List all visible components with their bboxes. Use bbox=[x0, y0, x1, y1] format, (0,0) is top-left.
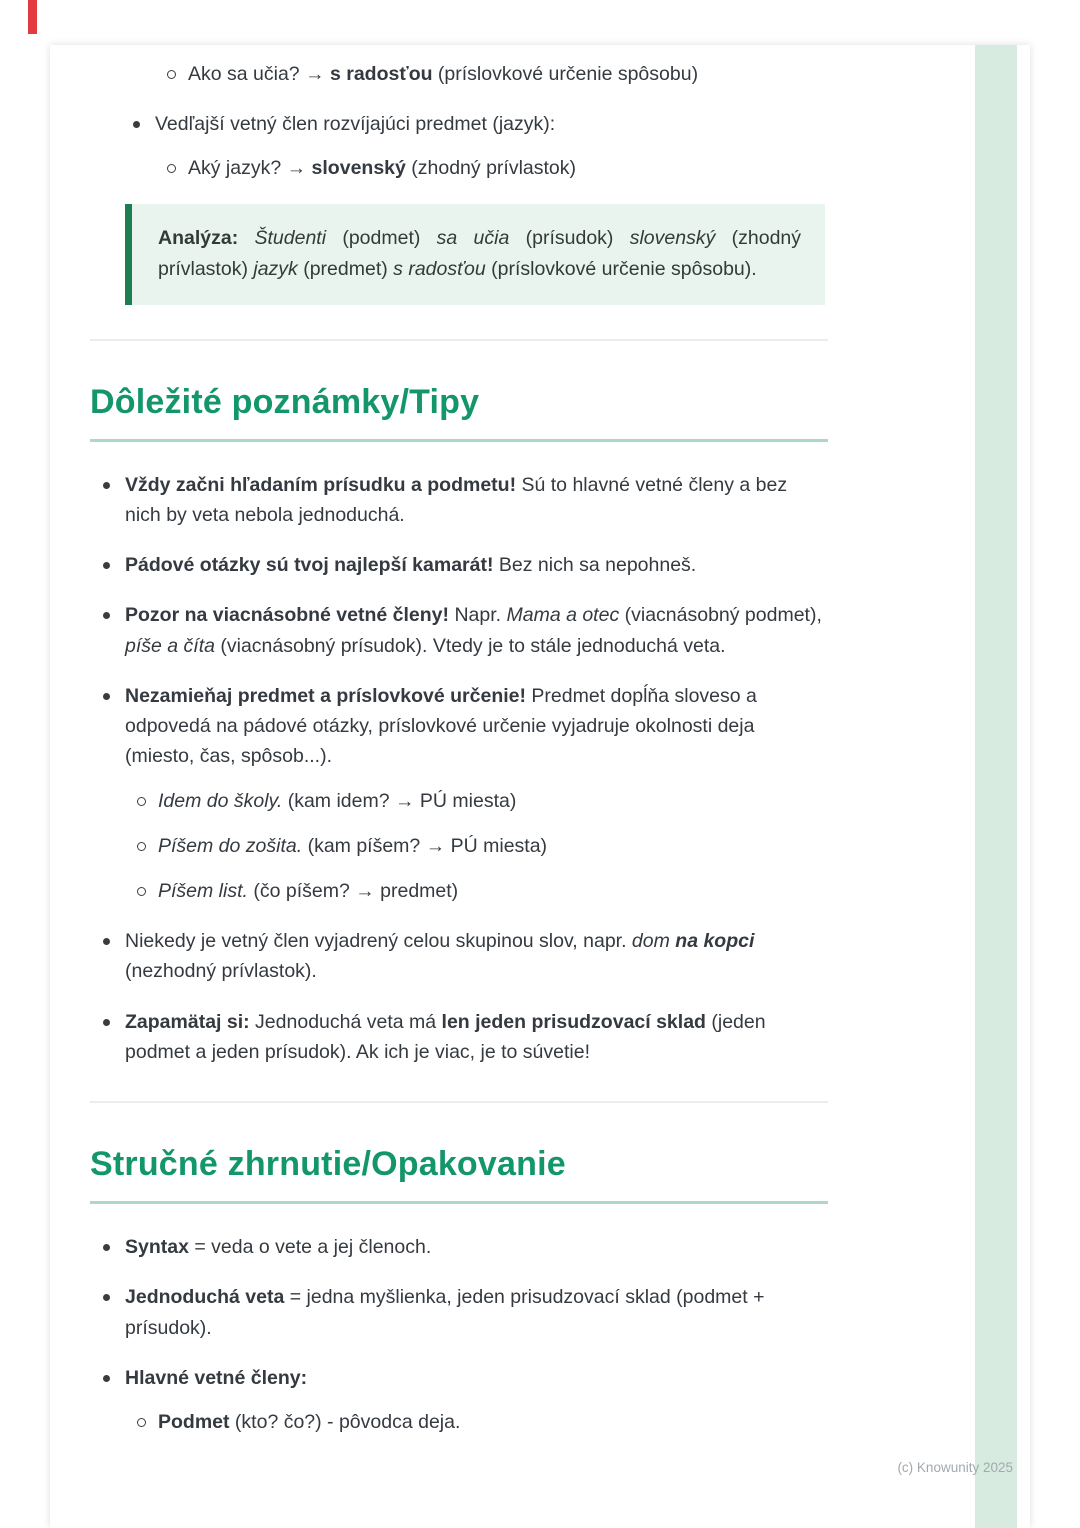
list-item bbox=[90, 1007, 828, 1067]
section-title-tips: Dôležité poznámky/Tipy bbox=[90, 383, 828, 442]
copyright-text: (c) Knowunity 2025 bbox=[897, 1460, 1013, 1475]
bullet-circle-icon bbox=[137, 797, 146, 806]
list-item-text: Nezamieňaj predmet a príslovkové určenie! Predmet dopĺňa sloveso a odpovedá na pádové otázky, príslovkové určenie vyjadruje okolnosti deja (miesto, čas, spôsob...). bbox=[125, 684, 757, 768]
bullet-circle-icon bbox=[137, 1418, 146, 1427]
list-item-text: Aký jazyk? → slovenský (zhodný prívlastok) bbox=[188, 157, 577, 180]
list-item-text: Jednoduchá veta = jedna myšlienka, jeden prisudzovací sklad (podmet + prísudok). bbox=[125, 1286, 765, 1339]
list-item bbox=[90, 470, 828, 530]
list-item-text: Podmet (kto? čo?) - pôvodca deja. bbox=[158, 1410, 461, 1433]
bullet-disc-icon bbox=[103, 938, 110, 945]
list-item-text: Idem do školy. (kam idem? → PÚ miesta) bbox=[158, 789, 517, 812]
list-item bbox=[90, 926, 828, 986]
intro-list bbox=[120, 59, 828, 184]
list-item-text: Zapamätaj si: Jednoduchá veta má len jeden prisudzovací sklad (jeden podmet a jeden prísudok). Ak ich je viac, je to súvetie! bbox=[125, 1010, 766, 1063]
bullet-disc-icon bbox=[103, 1019, 110, 1026]
decorative-right-stripe bbox=[975, 45, 1017, 1528]
bullet-circle-icon bbox=[167, 164, 176, 173]
list-item-text: Vedľajší vetný člen rozvíjajúci predmet (jazyk): bbox=[155, 113, 556, 136]
sub-list-item bbox=[137, 786, 828, 816]
list-item-text: Syntax = veda o vete a jej členoch. bbox=[125, 1236, 432, 1259]
summary-list bbox=[90, 1232, 828, 1437]
bullet-circle-icon bbox=[167, 70, 176, 79]
list-item bbox=[90, 600, 828, 660]
sub-list-item bbox=[167, 153, 828, 183]
page-content bbox=[90, 45, 828, 1457]
list-item-text: Píšem list. (čo píšem? → predmet) bbox=[158, 880, 459, 902]
bullet-disc-icon bbox=[103, 693, 110, 700]
bullet-circle-icon bbox=[137, 842, 146, 851]
sub-list bbox=[137, 786, 828, 907]
bullet-disc-icon bbox=[103, 1294, 110, 1301]
bullet-disc-icon bbox=[103, 612, 110, 619]
list-item bbox=[90, 550, 828, 580]
bullet-disc-icon bbox=[103, 1244, 110, 1251]
list-item-text: Píšem do zošita. (kam píšem? → PÚ miesta) bbox=[158, 834, 548, 857]
list-item bbox=[90, 1363, 828, 1437]
section-divider bbox=[90, 1101, 828, 1103]
bullet-disc-icon bbox=[133, 121, 140, 128]
sub-list-item bbox=[137, 1407, 828, 1437]
sub-list bbox=[167, 153, 828, 183]
sub-list bbox=[167, 59, 828, 89]
sub-list-item bbox=[137, 831, 828, 861]
list-item-text: Vždy začni hľadaním prísudku a podmetu! Sú to hlavné vetné členy a bez nich by veta nebola jednoduchá. bbox=[125, 473, 788, 527]
list-item-text: Hlavné vetné členy: bbox=[125, 1366, 308, 1389]
list-item bbox=[120, 59, 828, 89]
callout-text: Analýza: Študenti (podmet) sa učia (prísudok) slovenský (zhodný prívlastok) jazyk (predmet) s radosťou (príslovkové určenie spôsobu). bbox=[158, 226, 802, 281]
list-item-text: Ako sa učia? → s radosťou (príslovkové určenie spôsobu) bbox=[188, 63, 699, 85]
list-item bbox=[90, 681, 828, 906]
tips-list bbox=[90, 470, 828, 1067]
bullet-circle-icon bbox=[137, 887, 146, 896]
analysis-callout bbox=[125, 204, 825, 305]
list-item-text: Niekedy je vetný člen vyjadrený celou skupinou slov, napr. dom na kopci (nezhodný prívlastok). bbox=[125, 930, 755, 983]
list-item bbox=[120, 109, 828, 183]
sub-list-item bbox=[167, 59, 828, 89]
list-item bbox=[90, 1232, 828, 1262]
bullet-disc-icon bbox=[103, 562, 110, 569]
bullet-disc-icon bbox=[103, 482, 110, 489]
list-item-text: Pozor na viacnásobné vetné členy! Napr. Mama a otec (viacnásobný podmet), píše a číta (viacnásobný prísudok). Vtedy je to stále jednoduchá veta. bbox=[125, 604, 822, 657]
section-divider bbox=[90, 339, 828, 341]
bullet-disc-icon bbox=[103, 1375, 110, 1382]
document-page bbox=[50, 45, 1030, 1528]
sub-list-item bbox=[137, 876, 828, 906]
red-edge-mark bbox=[28, 0, 37, 34]
sub-list bbox=[137, 1407, 828, 1437]
list-item bbox=[90, 1282, 828, 1342]
section-title-summary: Stručné zhrnutie/Opakovanie bbox=[90, 1145, 828, 1204]
list-item-text: Pádové otázky sú tvoj najlepší kamarát! Bez nich sa nepohneš. bbox=[125, 554, 697, 577]
